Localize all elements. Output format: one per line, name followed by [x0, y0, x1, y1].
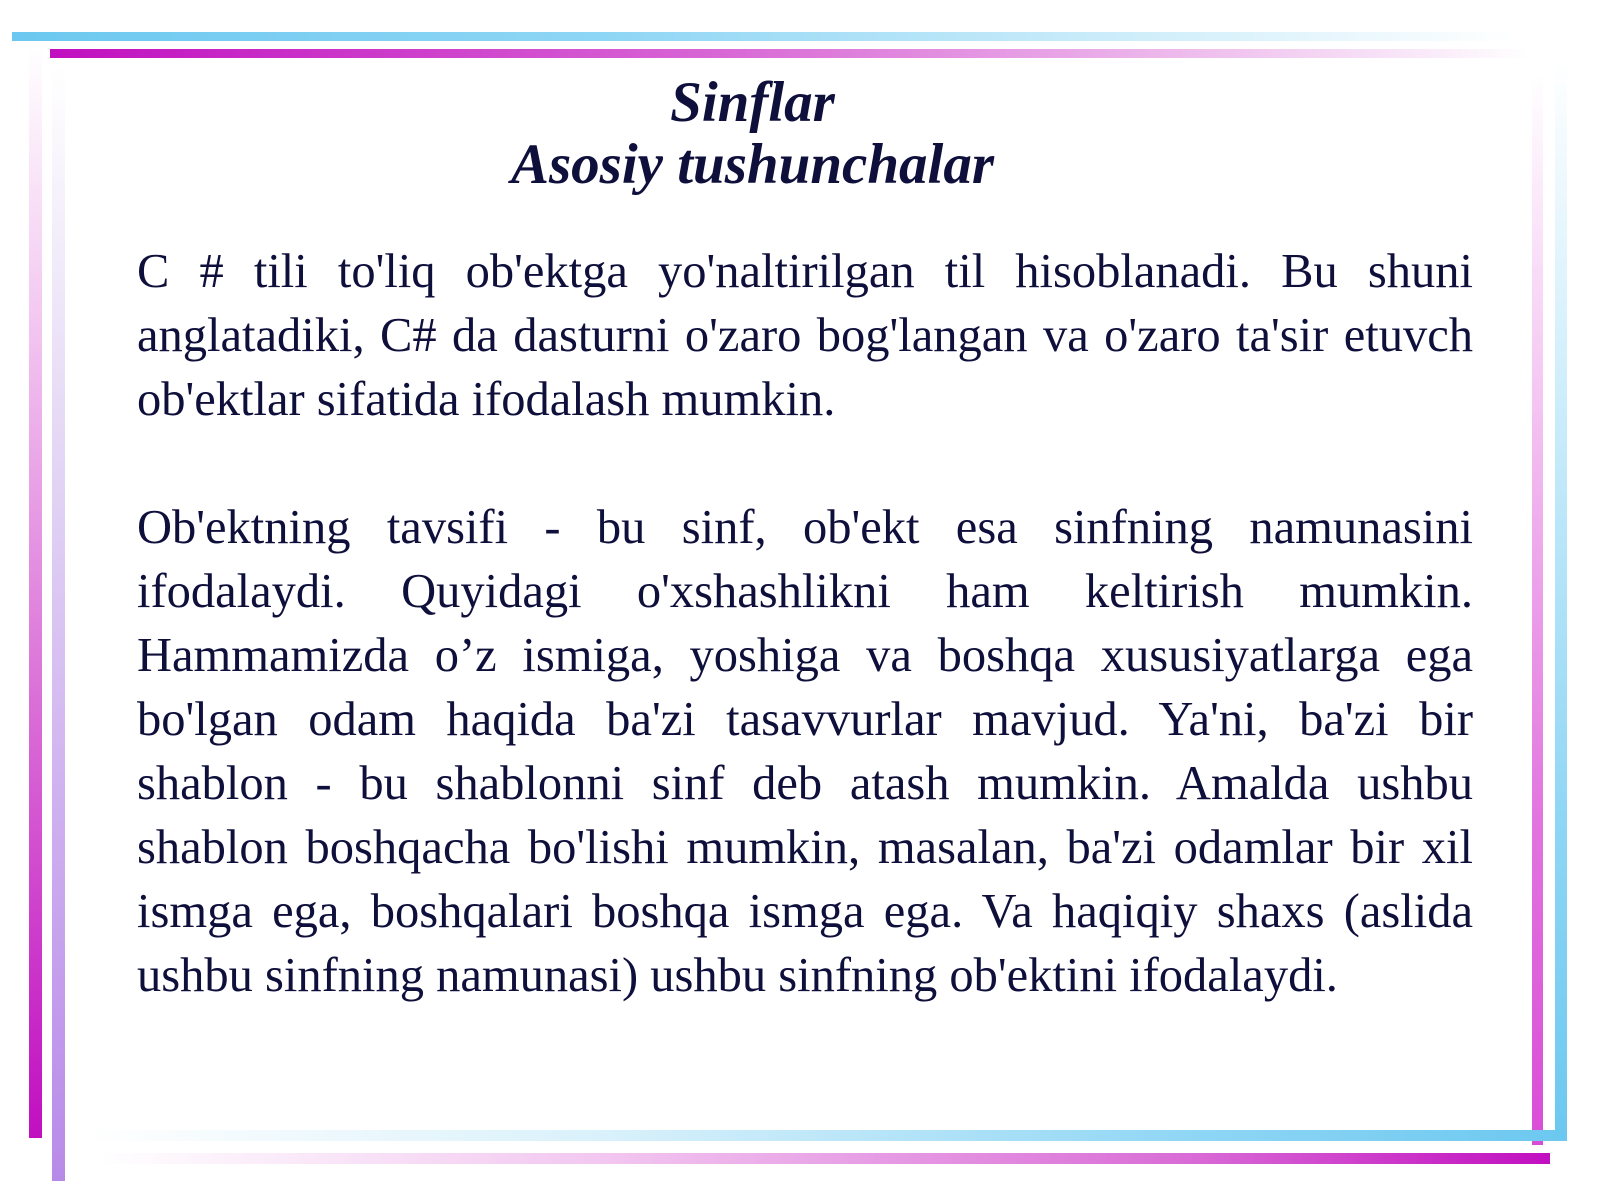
body-paragraph-2: Ob'ektning tavsifi - bu sinf, ob'ekt esa sinfning namunasini ifodalaydi. Quyidagi o'xshashlikni ham keltirish mumkin. Hammamizda o’z ismiga, yoshiga va boshqa xususiyatlarga ega bo'lgan odam haqida ba'zi tasavvurlar mavjud. Ya'ni, ba'zi bir shablon - bu shablonni sinf deb atash mumkin. Amalda ushbu shablon boshqacha bo'lishi mumkin, masalan, ba'zi odamlar bir xil ismga ega, boshqalari boshqa ismga ega. Va haqiqiy shaxs (aslida ushbu sinfning namunasi) ushbu sinfning ob'ektini ifodalaydi.	[137, 501, 1473, 1002]
top-outer-border-bar	[12, 32, 1512, 41]
slide-title-line-1: Sinflar	[670, 71, 835, 134]
slide-title-line-2: Asosiy tushunchalar	[510, 133, 995, 196]
right-outer-border-bar	[1555, 60, 1567, 1140]
body-paragraph-1: C # tili to'liq ob'ektga yo'naltirilgan til hisoblanadi. Bu shuni anglatadiki, C# da dasturni o'zaro bog'langan va o'zaro ta'sir etuvch ob'ektlar sifatida ifodalash mumkin.	[137, 245, 1473, 426]
bottom-outer-border-bar	[100, 1153, 1550, 1164]
slide-title	[380, 72, 1125, 196]
left-inner-border-bar	[52, 66, 65, 1181]
left-outer-border-bar	[29, 48, 42, 1138]
right-inner-border-bar	[1532, 75, 1543, 1145]
slide-body	[137, 240, 1473, 1008]
bottom-inner-border-bar	[85, 1130, 1567, 1141]
top-inner-border-bar	[50, 49, 1530, 58]
